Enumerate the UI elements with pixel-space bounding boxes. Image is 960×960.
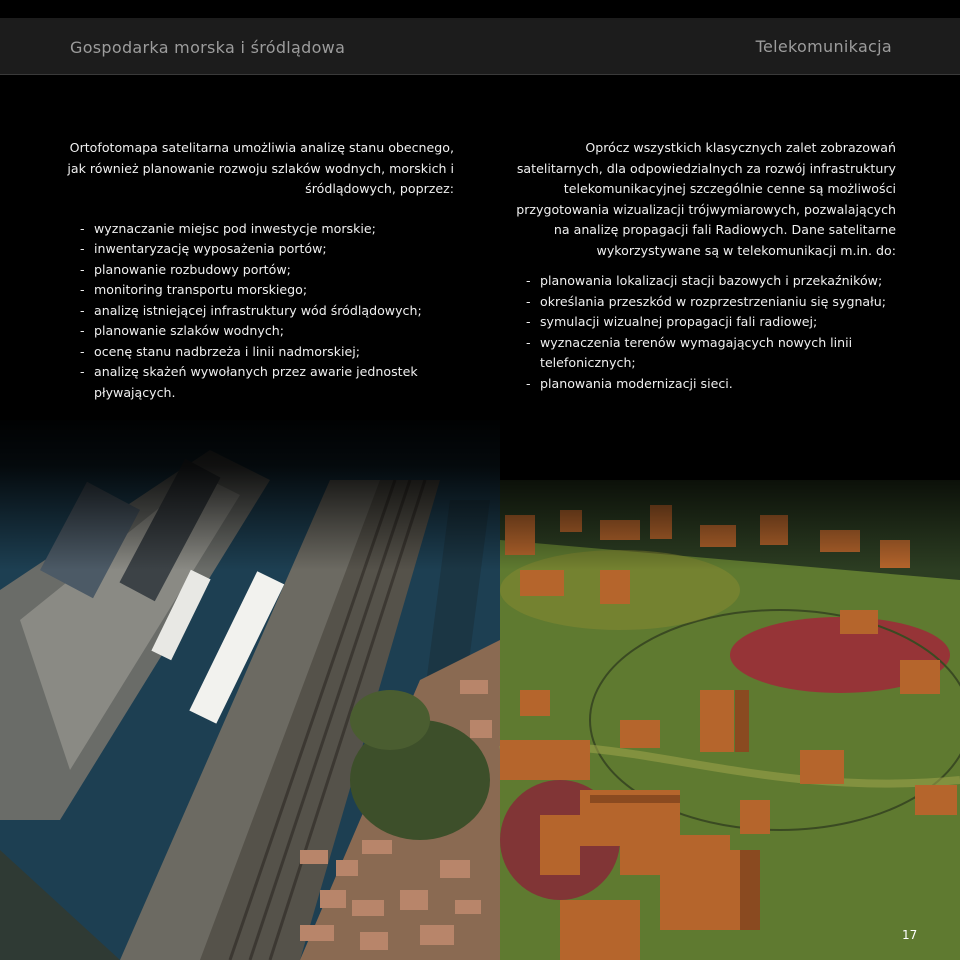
bullet-dash: -: [526, 273, 531, 288]
image-top-fade: [0, 410, 960, 570]
bullet-dash: -: [526, 293, 531, 309]
section-title-right: Telekomunikacja: [755, 37, 892, 56]
list-item: - ocenę stanu nadbrzeża i linii nadmorskiej;: [66, 342, 454, 363]
list-item: - analizę istniejącej infrastruktury wód śródlądowych;: [66, 301, 454, 322]
header-bar: [0, 18, 960, 75]
list-item: - symulacji wizualnej propagacji fali radiowej;: [510, 312, 896, 333]
page-number: 17: [902, 928, 918, 942]
list-item: - planowania lokalizacji stacji bazowych i przekaźników;: [510, 271, 896, 292]
bullet-dash: -: [526, 375, 531, 391]
maritime-list: [66, 219, 454, 404]
list-item: - określania przeszkód w rozprzestrzenianiu się sygnału;: [510, 292, 896, 313]
bullet-dash: -: [80, 220, 85, 236]
maritime-intro: Ortofotomapa satelitarna umożliwia analizę stanu obecnego, jak również planowanie rozwoju szlaków wodnych, morskich i śródlądowych, poprzez:: [67, 140, 454, 196]
telecom-section: [510, 138, 896, 394]
section-title-left: Gospodarka morska i śródlądowa: [70, 38, 346, 57]
list-item: - monitoring transportu morskiego;: [66, 280, 454, 301]
list-item: - wyznaczanie miejsc pod inwestycje morskie;: [66, 219, 454, 240]
bullet-dash: -: [80, 343, 85, 359]
bullet-dash: -: [80, 323, 85, 338]
list-item: - planowania modernizacji sieci.: [510, 374, 896, 395]
list-item: - inwentaryzację wyposażenia portów;: [66, 239, 454, 260]
bullet-dash: -: [80, 241, 85, 256]
list-item: - planowanie szlaków wodnych;: [66, 321, 454, 342]
bullet-dash: -: [80, 302, 85, 318]
list-item: - analizę skażeń wywołanych przez awarie jednostek pływających.: [80, 364, 418, 400]
bullet-dash: -: [80, 364, 85, 379]
telecom-list: [510, 271, 896, 394]
telecom-intro: Oprócz wszystkich klasycznych zalet zobrazowań satelitarnych, dla odpowiedzialnych za rozwój infrastruktury telekomunikacyjnej szczególnie cenne są możliwości przygotowania wizualizacji trójwymiarowych, pozwalających na analizę propagacji fali Radiowych. Dane satelitarne wykorzystywane są w telekomunikacji m.in. do:: [516, 140, 896, 258]
bullet-dash: -: [80, 261, 85, 277]
list-item: - wyznaczenia terenów wymagających nowych linii telefonicznych;: [526, 334, 853, 370]
bullet-dash: -: [526, 314, 531, 329]
bullet-dash: -: [80, 282, 85, 297]
maritime-section: [66, 138, 454, 403]
list-item: - planowanie rozbudowy portów;: [66, 260, 454, 281]
bullet-dash: -: [526, 334, 531, 350]
